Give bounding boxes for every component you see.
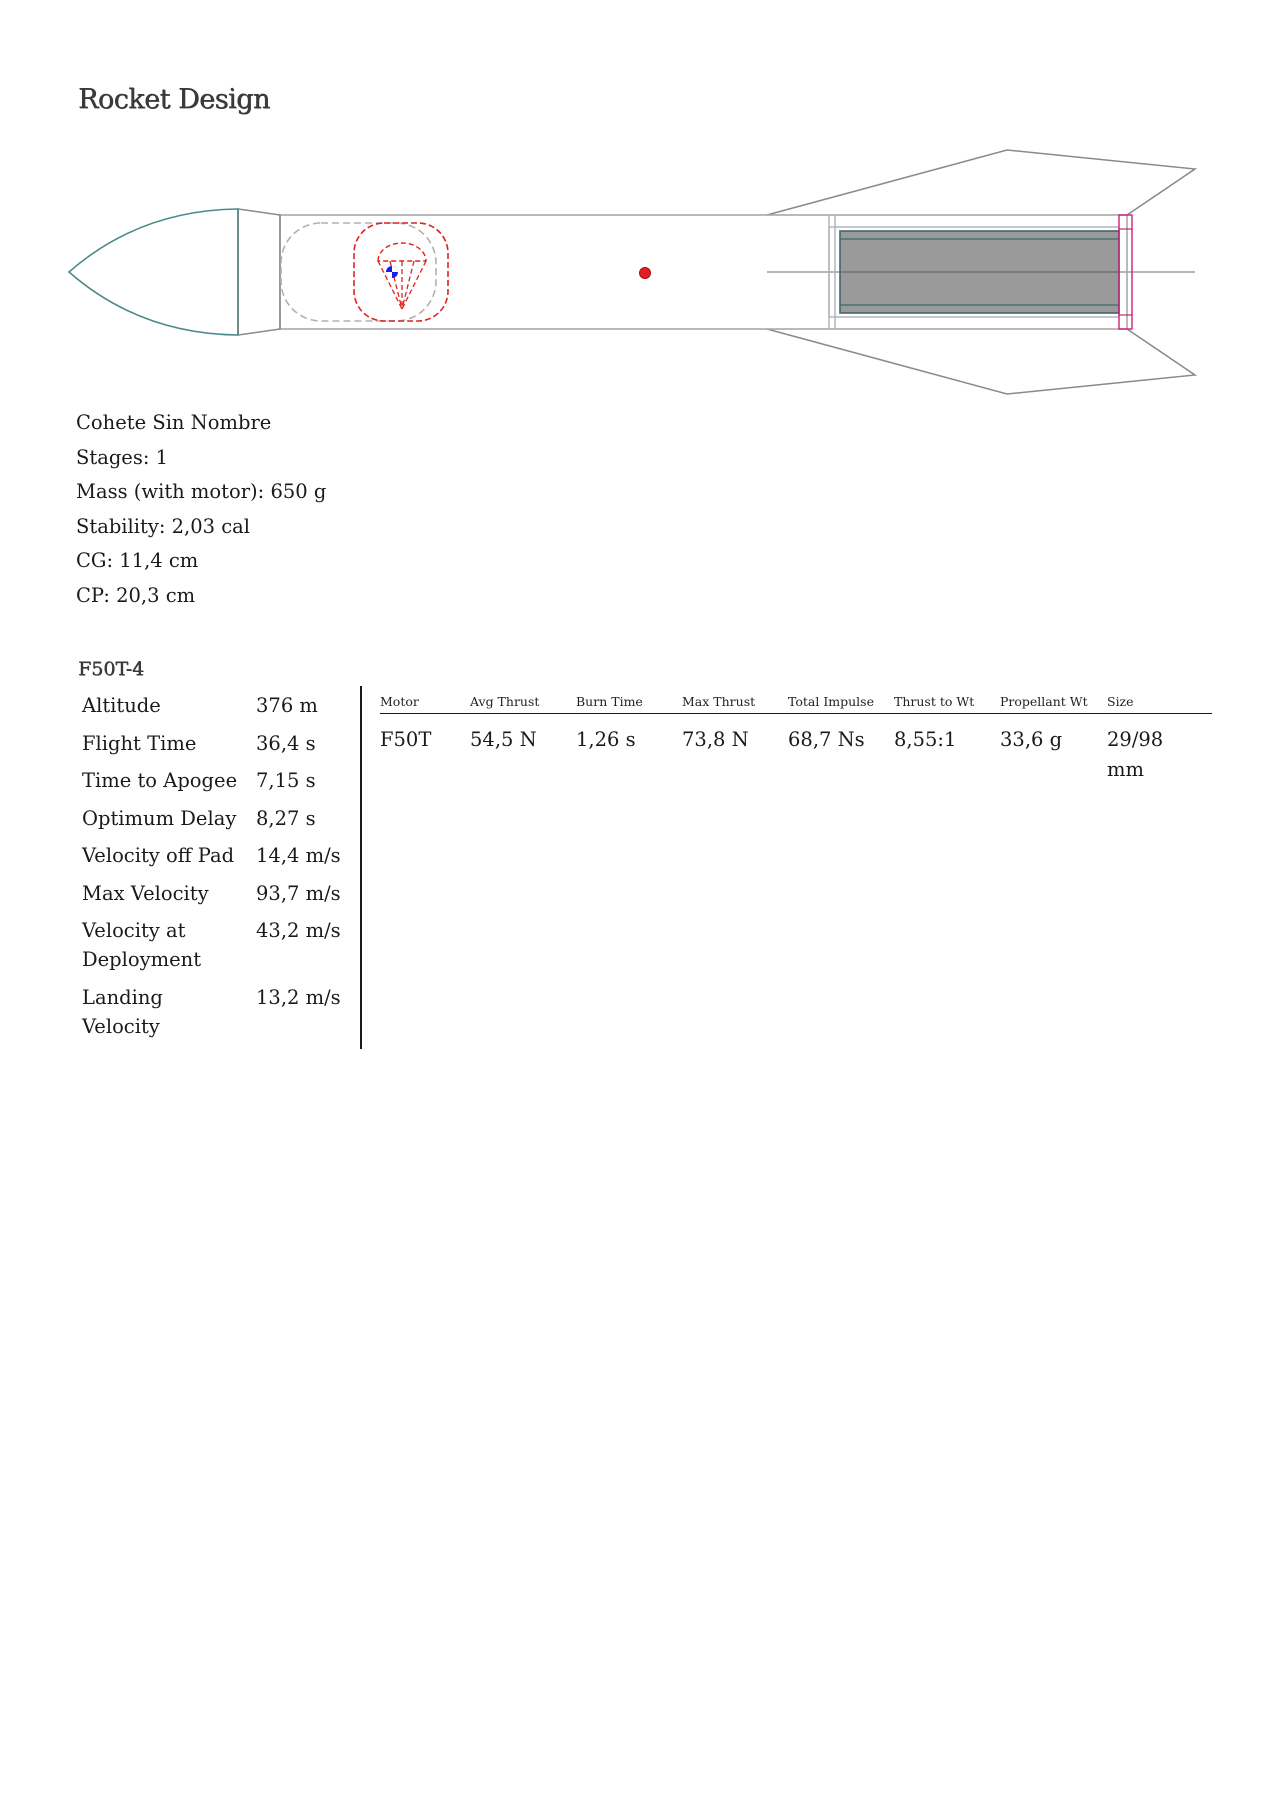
velocity-at-deployment-value: 43,2 m/s	[256, 919, 341, 942]
max-thrust-value: 73,8 N	[682, 728, 749, 751]
time-to-apogee-value: 7,15 s	[256, 769, 316, 792]
flight-time-value: 36,4 s	[256, 731, 316, 755]
configuration-title: F50T-4	[78, 658, 145, 680]
table-row	[78, 841, 345, 879]
max-velocity-label: Max Velocity	[82, 881, 209, 905]
optimum-delay-label: Optimum Delay	[82, 806, 237, 830]
fin-bottom	[767, 329, 1195, 394]
landing-velocity-label: Landing Velocity	[82, 985, 163, 1038]
motor-table-header	[380, 693, 1212, 714]
table-row	[78, 983, 345, 1050]
report-title: Rocket Design	[78, 84, 270, 115]
max-velocity-value: 93,7 m/s	[256, 881, 341, 905]
optimum-delay-value: 8,27 s	[256, 806, 316, 830]
motor-name: F50T	[380, 728, 432, 751]
rocket-diagram	[0, 130, 1280, 420]
header-max-thrust: Max Thrust	[682, 694, 756, 709]
flight-time-label: Flight Time	[82, 731, 197, 755]
velocity-off-pad-value: 14,4 m/s	[256, 844, 341, 867]
nose-shoulder	[238, 209, 280, 335]
header-avg-thrust: Avg Thrust	[470, 694, 540, 709]
cg-marker-icon	[386, 266, 398, 278]
landing-velocity-value: 13,2 m/s	[256, 985, 341, 1009]
stages-count: Stages: 1	[76, 445, 169, 469]
table-row	[78, 691, 345, 729]
header-size: Size	[1107, 694, 1134, 709]
altitude-label: Altitude	[82, 694, 161, 717]
table-row	[78, 804, 345, 842]
altitude-value: 376 m	[256, 694, 318, 717]
propellant-wt-value: 33,6 g	[1000, 728, 1063, 751]
header-burn-time: Burn Time	[576, 694, 643, 709]
avg-thrust-value: 54,5 N	[470, 728, 537, 751]
mass-value: Mass (with motor): 650 g	[76, 480, 327, 504]
table-row	[78, 916, 345, 983]
cg-value: CG: 11,4 cm	[76, 549, 199, 573]
fin-top	[767, 150, 1195, 215]
motor-table	[380, 693, 1212, 785]
time-to-apogee-label: Time to Apogee	[82, 769, 238, 792]
table-row	[78, 766, 345, 804]
cp-value: CP: 20,3 cm	[76, 583, 196, 607]
velocity-at-deployment-label: Velocity at Deployment	[82, 919, 202, 971]
table-row	[78, 879, 345, 917]
parachute-icon	[378, 243, 426, 261]
burn-time-value: 1,26 s	[576, 728, 636, 751]
column-divider	[360, 686, 362, 1049]
design-name: Cohete Sin Nombre	[76, 411, 272, 434]
velocity-off-pad-label: Velocity off Pad	[82, 844, 235, 867]
size-value: 29/98 mm	[1107, 728, 1164, 781]
table-row	[78, 729, 345, 767]
header-total-impulse: Total Impulse	[788, 694, 874, 709]
total-impulse-value: 68,7 Ns	[788, 728, 865, 751]
header-thrust-to-wt: Thrust to Wt	[894, 694, 975, 709]
cp-marker-icon	[640, 268, 651, 279]
thrust-to-wt-value: 8,55:1	[894, 728, 957, 751]
design-summary	[76, 406, 326, 614]
header-motor: Motor	[380, 694, 419, 709]
flight-results-table	[78, 691, 345, 1049]
table-row	[380, 714, 1212, 785]
stability-value: Stability: 2,03 cal	[76, 514, 251, 538]
header-propellant-wt: Propellant Wt	[1000, 694, 1088, 709]
nose-cone	[69, 209, 238, 335]
